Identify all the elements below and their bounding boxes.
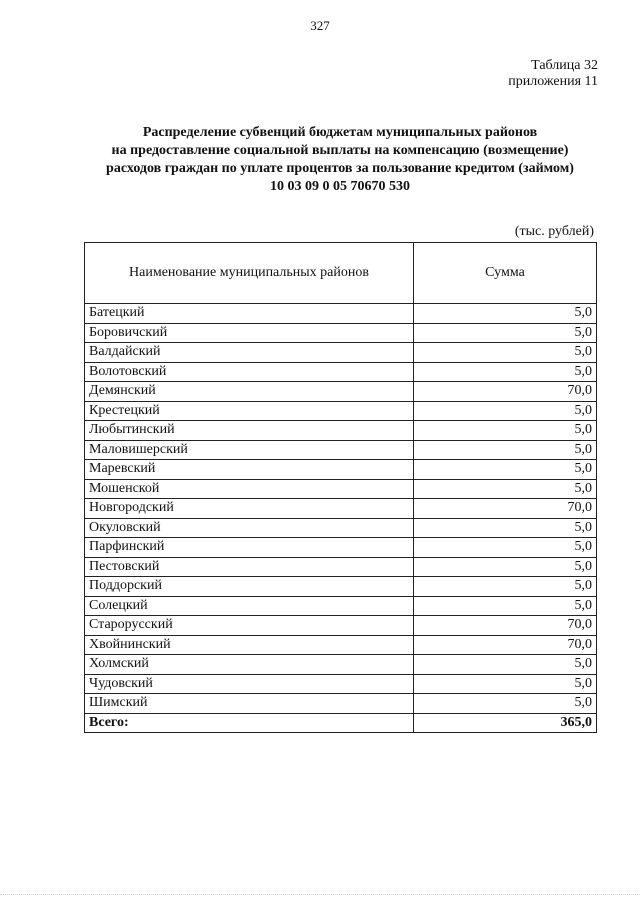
sum-cell: 5,0 — [414, 460, 597, 480]
table-row — [85, 382, 597, 402]
sum-cell: 5,0 — [414, 304, 597, 324]
table-row — [85, 577, 597, 597]
district-name-cell: Любытинский — [85, 421, 414, 441]
title-line: расходов граждан по уплате процентов за пользование кредитом (займом) — [106, 161, 574, 176]
sum-cell: 5,0 — [414, 557, 597, 577]
district-name-cell: Крестецкий — [85, 401, 414, 421]
table-row — [85, 460, 597, 480]
table-row — [85, 362, 597, 382]
district-name-cell: Хвойнинский — [85, 635, 414, 655]
district-name-cell: Поддорский — [85, 577, 414, 597]
table-row — [85, 421, 597, 441]
distribution-table — [84, 242, 597, 733]
sum-cell: 5,0 — [414, 479, 597, 499]
district-name-cell: Батецкий — [85, 304, 414, 324]
sum-cell: 5,0 — [414, 440, 597, 460]
table-row — [85, 304, 597, 324]
sum-cell: 5,0 — [414, 518, 597, 538]
sum-cell: 70,0 — [414, 616, 597, 636]
sum-cell: 70,0 — [414, 635, 597, 655]
district-name-cell: Боровичский — [85, 323, 414, 343]
sum-cell: 5,0 — [414, 362, 597, 382]
district-name-cell: Шимский — [85, 694, 414, 714]
document-title — [60, 124, 620, 196]
district-name-cell: Демянский — [85, 382, 414, 402]
sum-cell: 5,0 — [414, 343, 597, 363]
district-name-cell: Чудовский — [85, 674, 414, 694]
column-header-district: Наименование муниципальных районов — [85, 243, 414, 304]
units-label: (тыс. рублей) — [514, 224, 594, 239]
total-row — [85, 713, 597, 733]
table-row — [85, 440, 597, 460]
table-row — [85, 518, 597, 538]
title-line: на предоставление социальной выплаты на компенсацию (возмещение) — [111, 143, 569, 158]
table-row — [85, 557, 597, 577]
table-row — [85, 538, 597, 558]
table-row — [85, 343, 597, 363]
district-name-cell: Старорусский — [85, 616, 414, 636]
budget-code: 10 03 09 0 05 70670 530 — [270, 179, 410, 194]
table-header-row — [85, 243, 597, 304]
table-row — [85, 479, 597, 499]
sum-cell: 5,0 — [414, 655, 597, 675]
district-name-cell: Парфинский — [85, 538, 414, 558]
sum-cell: 5,0 — [414, 694, 597, 714]
sum-cell: 5,0 — [414, 401, 597, 421]
district-name-cell: Новгородский — [85, 499, 414, 519]
scan-artifact-line — [0, 893, 640, 895]
sum-cell: 70,0 — [414, 382, 597, 402]
sum-cell: 5,0 — [414, 421, 597, 441]
district-name-cell: Окуловский — [85, 518, 414, 538]
table-row — [85, 323, 597, 343]
sum-cell: 5,0 — [414, 596, 597, 616]
column-header-sum: Сумма — [414, 243, 597, 304]
district-name-cell: Маловишерский — [85, 440, 414, 460]
table-row — [85, 674, 597, 694]
sum-cell: 5,0 — [414, 577, 597, 597]
table-row — [85, 401, 597, 421]
sum-cell: 5,0 — [414, 323, 597, 343]
table-body — [85, 304, 597, 733]
district-name-cell: Холмский — [85, 655, 414, 675]
district-name-cell: Мошенской — [85, 479, 414, 499]
sum-cell: 70,0 — [414, 499, 597, 519]
total-label-cell: Всего: — [85, 713, 414, 733]
table-reference — [508, 58, 598, 90]
table-row — [85, 655, 597, 675]
title-line: Распределение субвенций бюджетам муниципальных районов — [142, 125, 538, 140]
table-row — [85, 616, 597, 636]
table-row — [85, 499, 597, 519]
district-name-cell: Пестовский — [85, 557, 414, 577]
district-name-cell: Волотовский — [85, 362, 414, 382]
district-name-cell: Солецкий — [85, 596, 414, 616]
total-sum-cell: 365,0 — [414, 713, 597, 733]
table-row — [85, 596, 597, 616]
table-number: Таблица 32 — [531, 58, 598, 73]
district-name-cell: Валдайский — [85, 343, 414, 363]
page-number: 327 — [310, 18, 330, 33]
sum-cell: 5,0 — [414, 538, 597, 558]
table-row — [85, 694, 597, 714]
table-row — [85, 635, 597, 655]
sum-cell: 5,0 — [414, 674, 597, 694]
district-name-cell: Маревский — [85, 460, 414, 480]
appendix-number: приложения 11 — [508, 74, 598, 89]
